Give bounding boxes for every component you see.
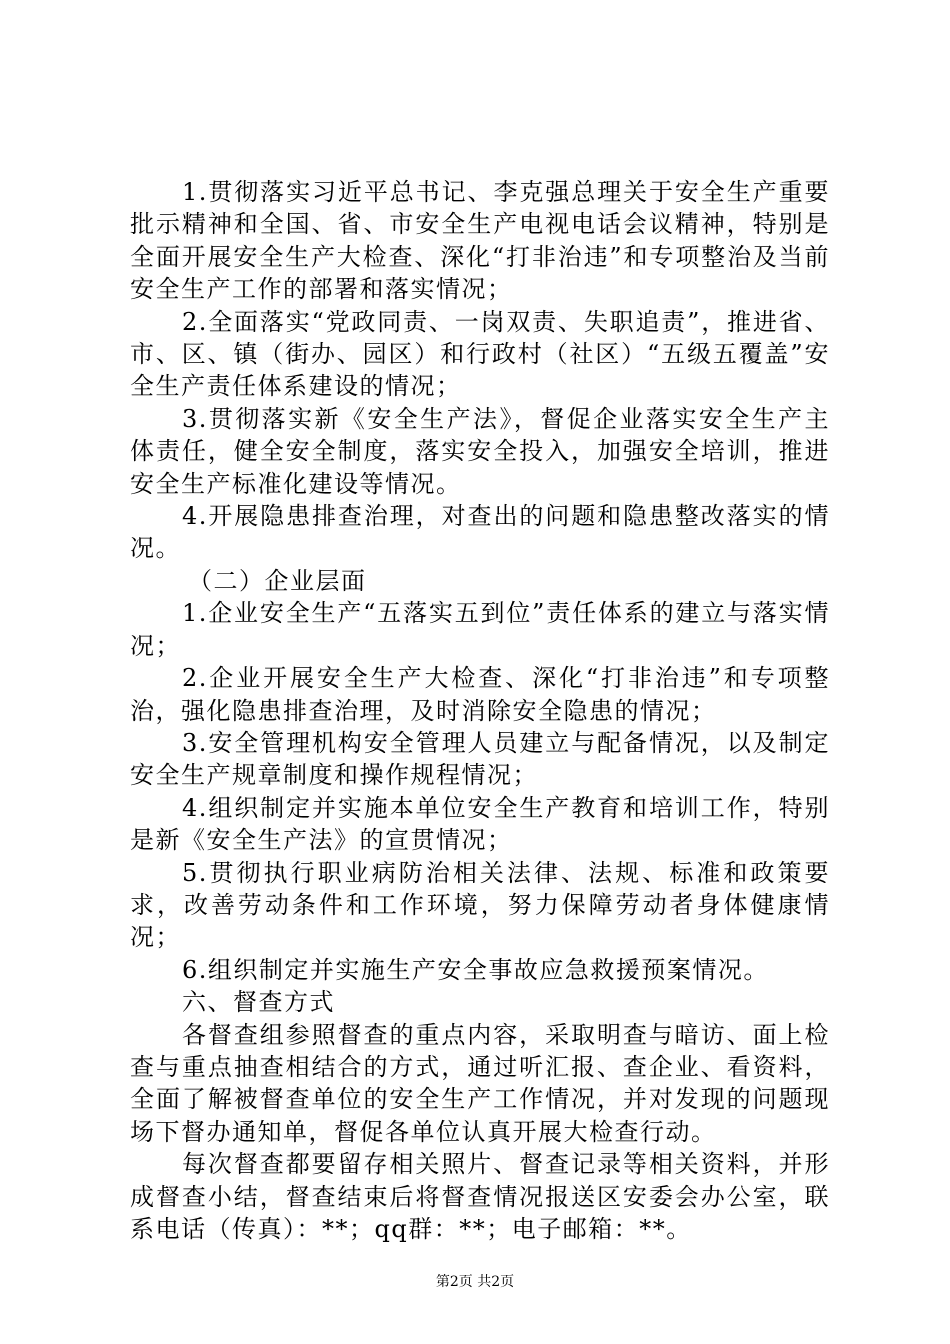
paragraph-4: 4.开展隐患排查治理，对查出的问题和隐患整改落实的情况。 [130,502,830,563]
document-body [130,176,830,1245]
paragraph-6: 2.企业开展安全生产大检查、深化“打非治违”和专项整治，强化隐患排查治理，及时消除安全隐患的情况； [130,664,830,725]
page-number-footer: 第2页 共2页 [435,1274,515,1290]
paragraph-11: 各督查组参照督查的重点内容，采取明查与暗访、面上检查与重点抽查相结合的方式，通过听汇报、查企业、看资料，全面了解被督查单位的安全生产工作情况，并对发现的问题现场下督办通知单，督促各单位认真开展大检查行动。 [130,1020,830,1146]
paragraph-8: 4.组织制定并实施本单位安全生产教育和培训工作，特别是新《安全生产法》的宣贯情况； [130,793,830,855]
paragraph-12: 每次督查都要留存相关照片、督查记录等相关资料，并形成督查小结，督查结束后将督查情况报送区安委会办公室，联系电话（传真）：**；qq群：**；电子邮箱：**。 [130,1150,830,1243]
paragraph-10: 6.组织制定并实施生产安全事故应急救援预案情况。 [182,955,769,984]
paragraph-3: 3.贯彻落实新《安全生产法》，督促企业落实安全生产主体责任，健全安全制度，落实安全投入，加强安全培训，推进安全生产标准化建设等情况。 [130,404,830,498]
paragraph-1: 1.贯彻落实习近平总书记、李克强总理关于安全生产重要批示精神和全国、省、市安全生产电视电话会议精神，特别是全面开展安全生产大检查、深化“打非治违”和专项整治及当前安全生产工作的部署和落实情况； [130,178,830,304]
section-heading-enterprise: （二）企业层面 [188,566,367,595]
paragraph-7: 3.安全管理机构安全管理人员建立与配备情况，以及制定安全生产规章制度和操作规程情况； [130,728,830,790]
paragraph-9: 5.贯彻执行职业病防治相关法律、法规、标准和政策要求，改善劳动条件和工作环境，努力保障劳动者身体健康情况； [130,858,830,952]
paragraph-2: 2.全面落实“党政同责、一岗双责、失职追责”，推进省、市、区、镇（街办、园区）和行政村（社区）“五级五覆盖”安全生产责任体系建设的情况； [130,307,830,401]
section-heading-inspection-method: 六、督查方式 [182,988,335,1017]
paragraph-5: 1.企业安全生产“五落实五到位”责任体系的建立与落实情况； [130,599,830,660]
